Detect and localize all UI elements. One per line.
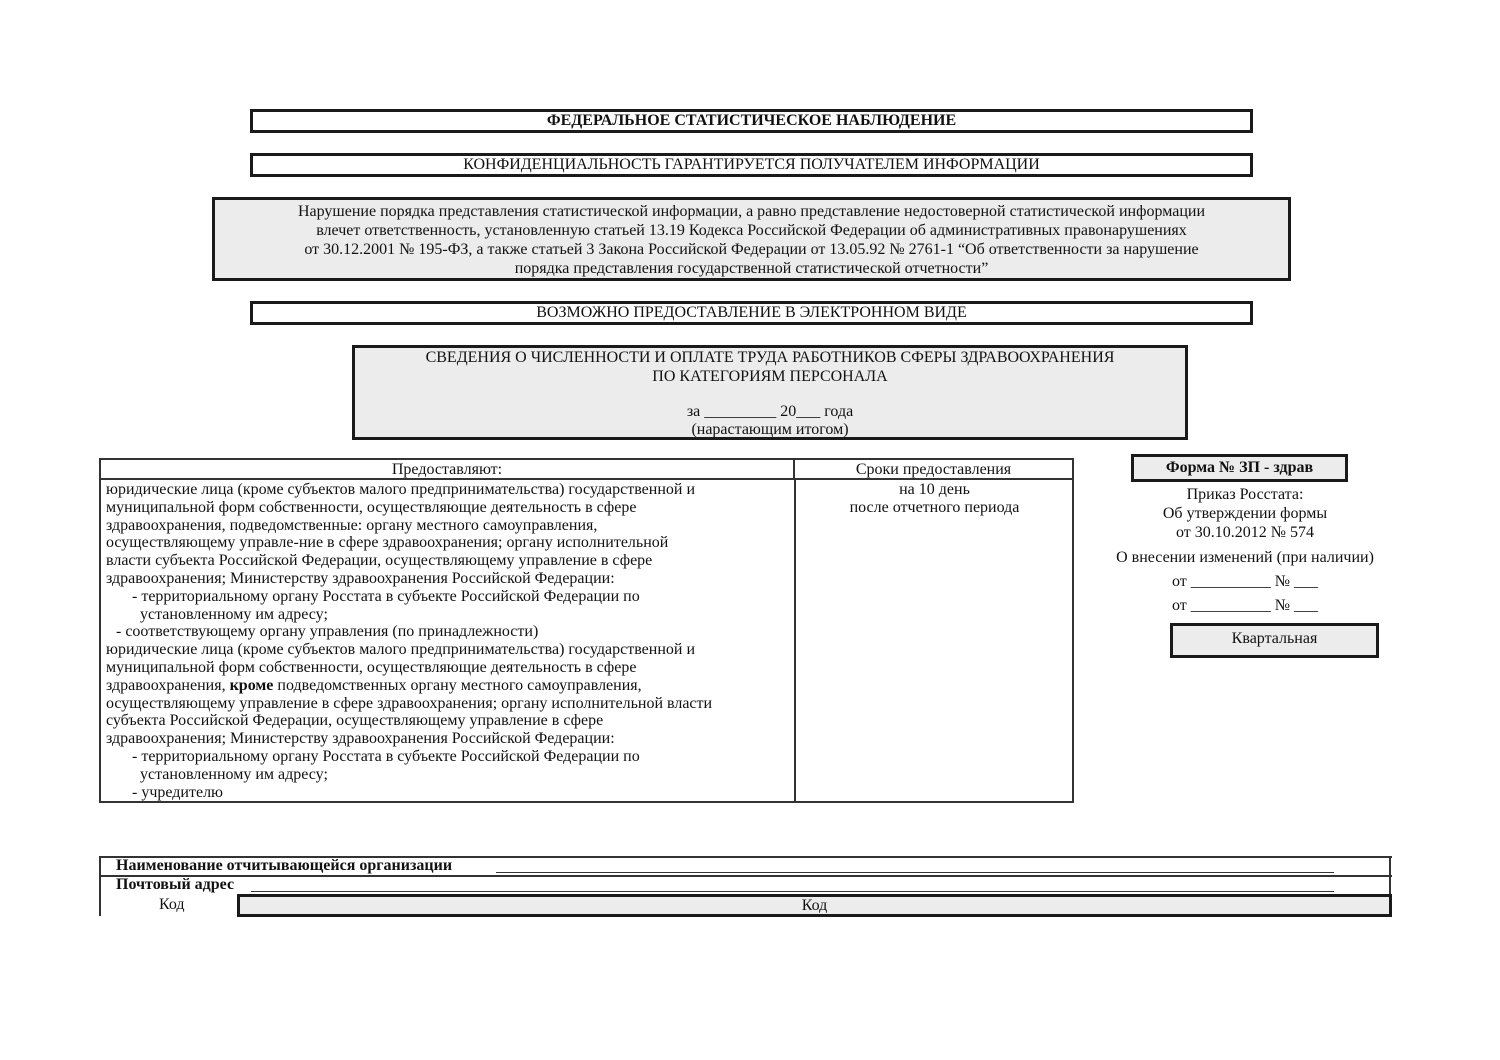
warning-line: от 30.12.2001 № 195-ФЗ, а также статьей 3 Закона Российской Федерации от 13.05.92 № 2761-1 “Об ответственности за нарушение bbox=[304, 241, 1199, 258]
order-approval: Об утверждении формы bbox=[1162, 505, 1328, 522]
warning-line: Нарушение порядка представления статистической информации, а равно представление недостоверной статистической информации bbox=[297, 203, 1206, 220]
federal-observation-banner: ФЕДЕРАЛЬНОЕ СТАТИСТИЧЕСКОЕ НАБЛЮДЕНИЕ bbox=[250, 109, 1253, 133]
provider-line: юридические лица (кроме субъектов малого предпринимательства) государственной и bbox=[106, 641, 696, 659]
org-left-border bbox=[99, 856, 101, 916]
provider-line: осуществляющему управле-ние в сфере здравоохранения; органу исполнительной bbox=[106, 534, 669, 552]
providers-header: Предоставляют: bbox=[101, 460, 795, 480]
org-name-underline bbox=[496, 872, 1334, 873]
provider-line: власти субъекта Российской Федерации, осуществляющему управление в сфере bbox=[106, 552, 653, 570]
org-name-label: Наименование отчитывающейся организации bbox=[116, 857, 453, 874]
org-section bbox=[99, 856, 1392, 918]
postal-address-label: Почтовый адрес bbox=[116, 876, 235, 893]
provider-line: субъекта Российской Федерации, осуществляющему управление в сфере bbox=[106, 712, 604, 730]
liability-warning-box bbox=[212, 197, 1291, 281]
provider-line: - территориальному органу Росстата в субъекте Российской Федерации по bbox=[132, 587, 640, 605]
postal-address-underline bbox=[251, 891, 1334, 892]
providers-table bbox=[99, 458, 1074, 803]
provider-line: юридические лица (кроме субъектов малого предпринимательства) государственной и bbox=[106, 481, 696, 498]
column-divider bbox=[794, 480, 796, 801]
order-info bbox=[1095, 485, 1395, 615]
provider-line: муниципальной форм собственности, осуществляющие деятельность в сфере bbox=[106, 658, 637, 676]
provider-line: - соответствующему органу управления (по принадлежности) bbox=[116, 623, 539, 641]
provider-line: осуществляющему управление в сфере здравоохранения; органу исполнительной власти bbox=[106, 694, 713, 712]
provider-line: здравоохранения; Министерству здравоохранения Российской Федерации: bbox=[106, 569, 615, 587]
electronic-submission-banner: ВОЗМОЖНО ПРЕДОСТАВЛЕНИЕ В ЭЛЕКТРОННОМ ВИДЕ bbox=[250, 301, 1253, 325]
warning-line: порядка представления государственной статистической отчетности” bbox=[514, 260, 989, 277]
provider-text: подведомственных органу местного самоуправления, bbox=[277, 676, 642, 694]
deadline-period: после отчетного периода bbox=[849, 499, 1020, 516]
confidentiality-banner: КОНФИДЕНЦИАЛЬНОСТЬ ГАРАНТИРУЕТСЯ ПОЛУЧАТЕЛЕМ ИНФОРМАЦИИ bbox=[250, 153, 1253, 177]
form-number-box: Форма № ЗП - здрав bbox=[1131, 454, 1348, 482]
provider-line: здравоохранения, подведомственные: органу местного самоуправления, bbox=[106, 516, 598, 534]
provider-line-mixed bbox=[106, 677, 792, 695]
report-period: за _________ 20___ года bbox=[686, 403, 854, 420]
provider-text: здравоохранения, bbox=[106, 676, 226, 694]
deadline-day: на 10 день bbox=[899, 481, 970, 498]
provider-emphasis: кроме bbox=[229, 676, 274, 694]
providers-cell bbox=[106, 481, 792, 801]
order-change-1: от __________ № ___ bbox=[1171, 573, 1319, 590]
cumulative-note: (нарастающим итогом) bbox=[691, 421, 849, 438]
report-title-line2: ПО КАТЕГОРИЯМ ПЕРСОНАЛА bbox=[652, 368, 888, 385]
periodicity-box: Квартальная bbox=[1170, 623, 1379, 658]
deadlines-header: Сроки предоставления bbox=[795, 460, 1072, 480]
report-title-box bbox=[352, 345, 1188, 440]
deadline-cell bbox=[797, 481, 1072, 517]
provider-line: муниципальной форм собственности, осуществляющие деятельность в сфере bbox=[106, 498, 637, 516]
code-label-left: Код bbox=[159, 896, 185, 913]
provider-line: - территориальному органу Росстата в субъекте Российской Федерации по bbox=[132, 747, 640, 765]
order-approval-date: от 30.10.2012 № 574 bbox=[1175, 524, 1315, 541]
report-title-line1: СВЕДЕНИЯ О ЧИСЛЕННОСТИ И ОПЛАТЕ ТРУДА РАБОТНИКОВ СФЕРЫ ЗДРАВООХРАНЕНИЯ bbox=[425, 349, 1115, 366]
provider-line: здравоохранения; Министерству здравоохранения Российской Федерации: bbox=[106, 730, 615, 748]
code-label-right: Код bbox=[237, 894, 1392, 917]
warning-line: влечет ответственность, установленную статьей 13.19 Кодекса Российской Федерации об административных правонарушениях bbox=[316, 222, 1187, 239]
provider-line: установленному им адресу; bbox=[140, 765, 328, 783]
order-title: Приказ Росстата: bbox=[1186, 486, 1304, 503]
provider-line: установленному им адресу; bbox=[140, 605, 328, 623]
order-changes: О внесении изменений (при наличии) bbox=[1116, 549, 1374, 566]
provider-line: - учредителю bbox=[132, 783, 223, 801]
order-change-2: от __________ № ___ bbox=[1171, 597, 1319, 614]
org-row-divider bbox=[99, 875, 1392, 877]
